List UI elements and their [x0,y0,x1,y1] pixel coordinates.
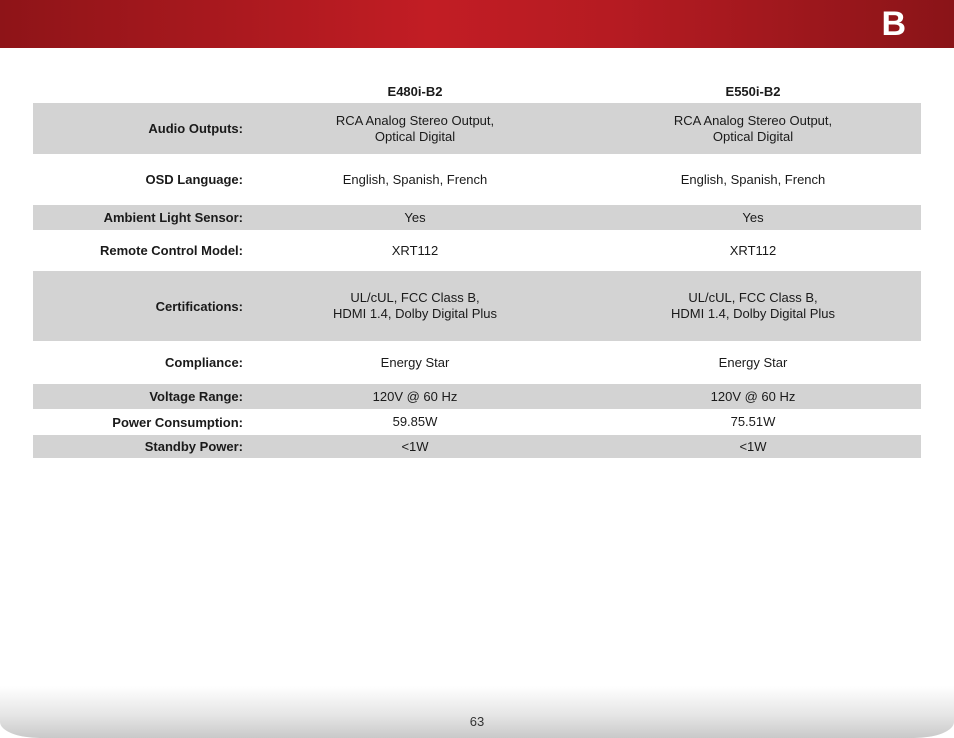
spec-value-model-b: Energy Star [718,354,788,370]
spec-value-model-a: 120V @ 60 Hz [372,388,458,404]
spec-label: OSD Language: [145,172,243,187]
spec-label: Voltage Range: [149,389,243,404]
spec-value-model-b: UL/cUL, FCC Class B, HDMI 1.4, Dolby Digital Plus [671,290,835,321]
footer-bar [0,686,954,738]
spec-label: Certifications: [155,298,243,314]
spec-label: Ambient Light Sensor: [103,210,243,225]
spec-row-standby-power [33,435,921,458]
spec-label: Standby Power: [144,439,243,454]
spec-value-model-a: <1W [401,438,429,454]
spec-value-model-a: XRT112 [391,242,439,258]
column-header-model-a: E480i-B2 [387,84,443,99]
spec-label: Compliance: [164,355,243,370]
spec-row-remote-control-model [33,230,921,271]
spec-row-ambient-light-sensor [33,205,921,230]
spec-label: Power Consumption: [112,414,243,430]
spec-value-model-a: English, Spanish, French [342,171,488,187]
spec-value-model-a: RCA Analog Stereo Output, Optical Digital [335,112,495,144]
column-header-model-b: E550i-B2 [725,84,781,99]
spec-row-audio-outputs [33,103,921,154]
spec-row-power-consumption [33,409,921,435]
spec-value-model-a: 59.85W [392,414,438,429]
spec-value-model-b: 75.51W [730,414,776,429]
spec-value-model-a: Yes [404,209,426,225]
chapter-letter: B [881,5,906,43]
spec-row-certifications [33,271,921,341]
spec-row-osd-language [33,154,921,205]
spec-label: Audio Outputs: [148,121,243,136]
spec-value-model-b: RCA Analog Stereo Output, Optical Digital [673,112,833,144]
spec-value-model-a: UL/cUL, FCC Class B, HDMI 1.4, Dolby Digital Plus [333,290,497,321]
spec-value-model-b: <1W [739,438,767,454]
spec-value-model-b: Yes [742,209,764,225]
spec-value-model-a: Energy Star [380,354,450,370]
spec-label: Remote Control Model: [100,243,243,258]
spec-value-model-b: English, Spanish, French [680,171,826,187]
spec-value-model-b: XRT112 [729,242,777,258]
page-number: 63 [469,714,485,729]
spec-value-model-b: 120V @ 60 Hz [710,388,796,404]
spec-row-compliance [33,341,921,384]
spec-row-voltage-range [33,384,921,409]
header-banner [0,0,954,48]
